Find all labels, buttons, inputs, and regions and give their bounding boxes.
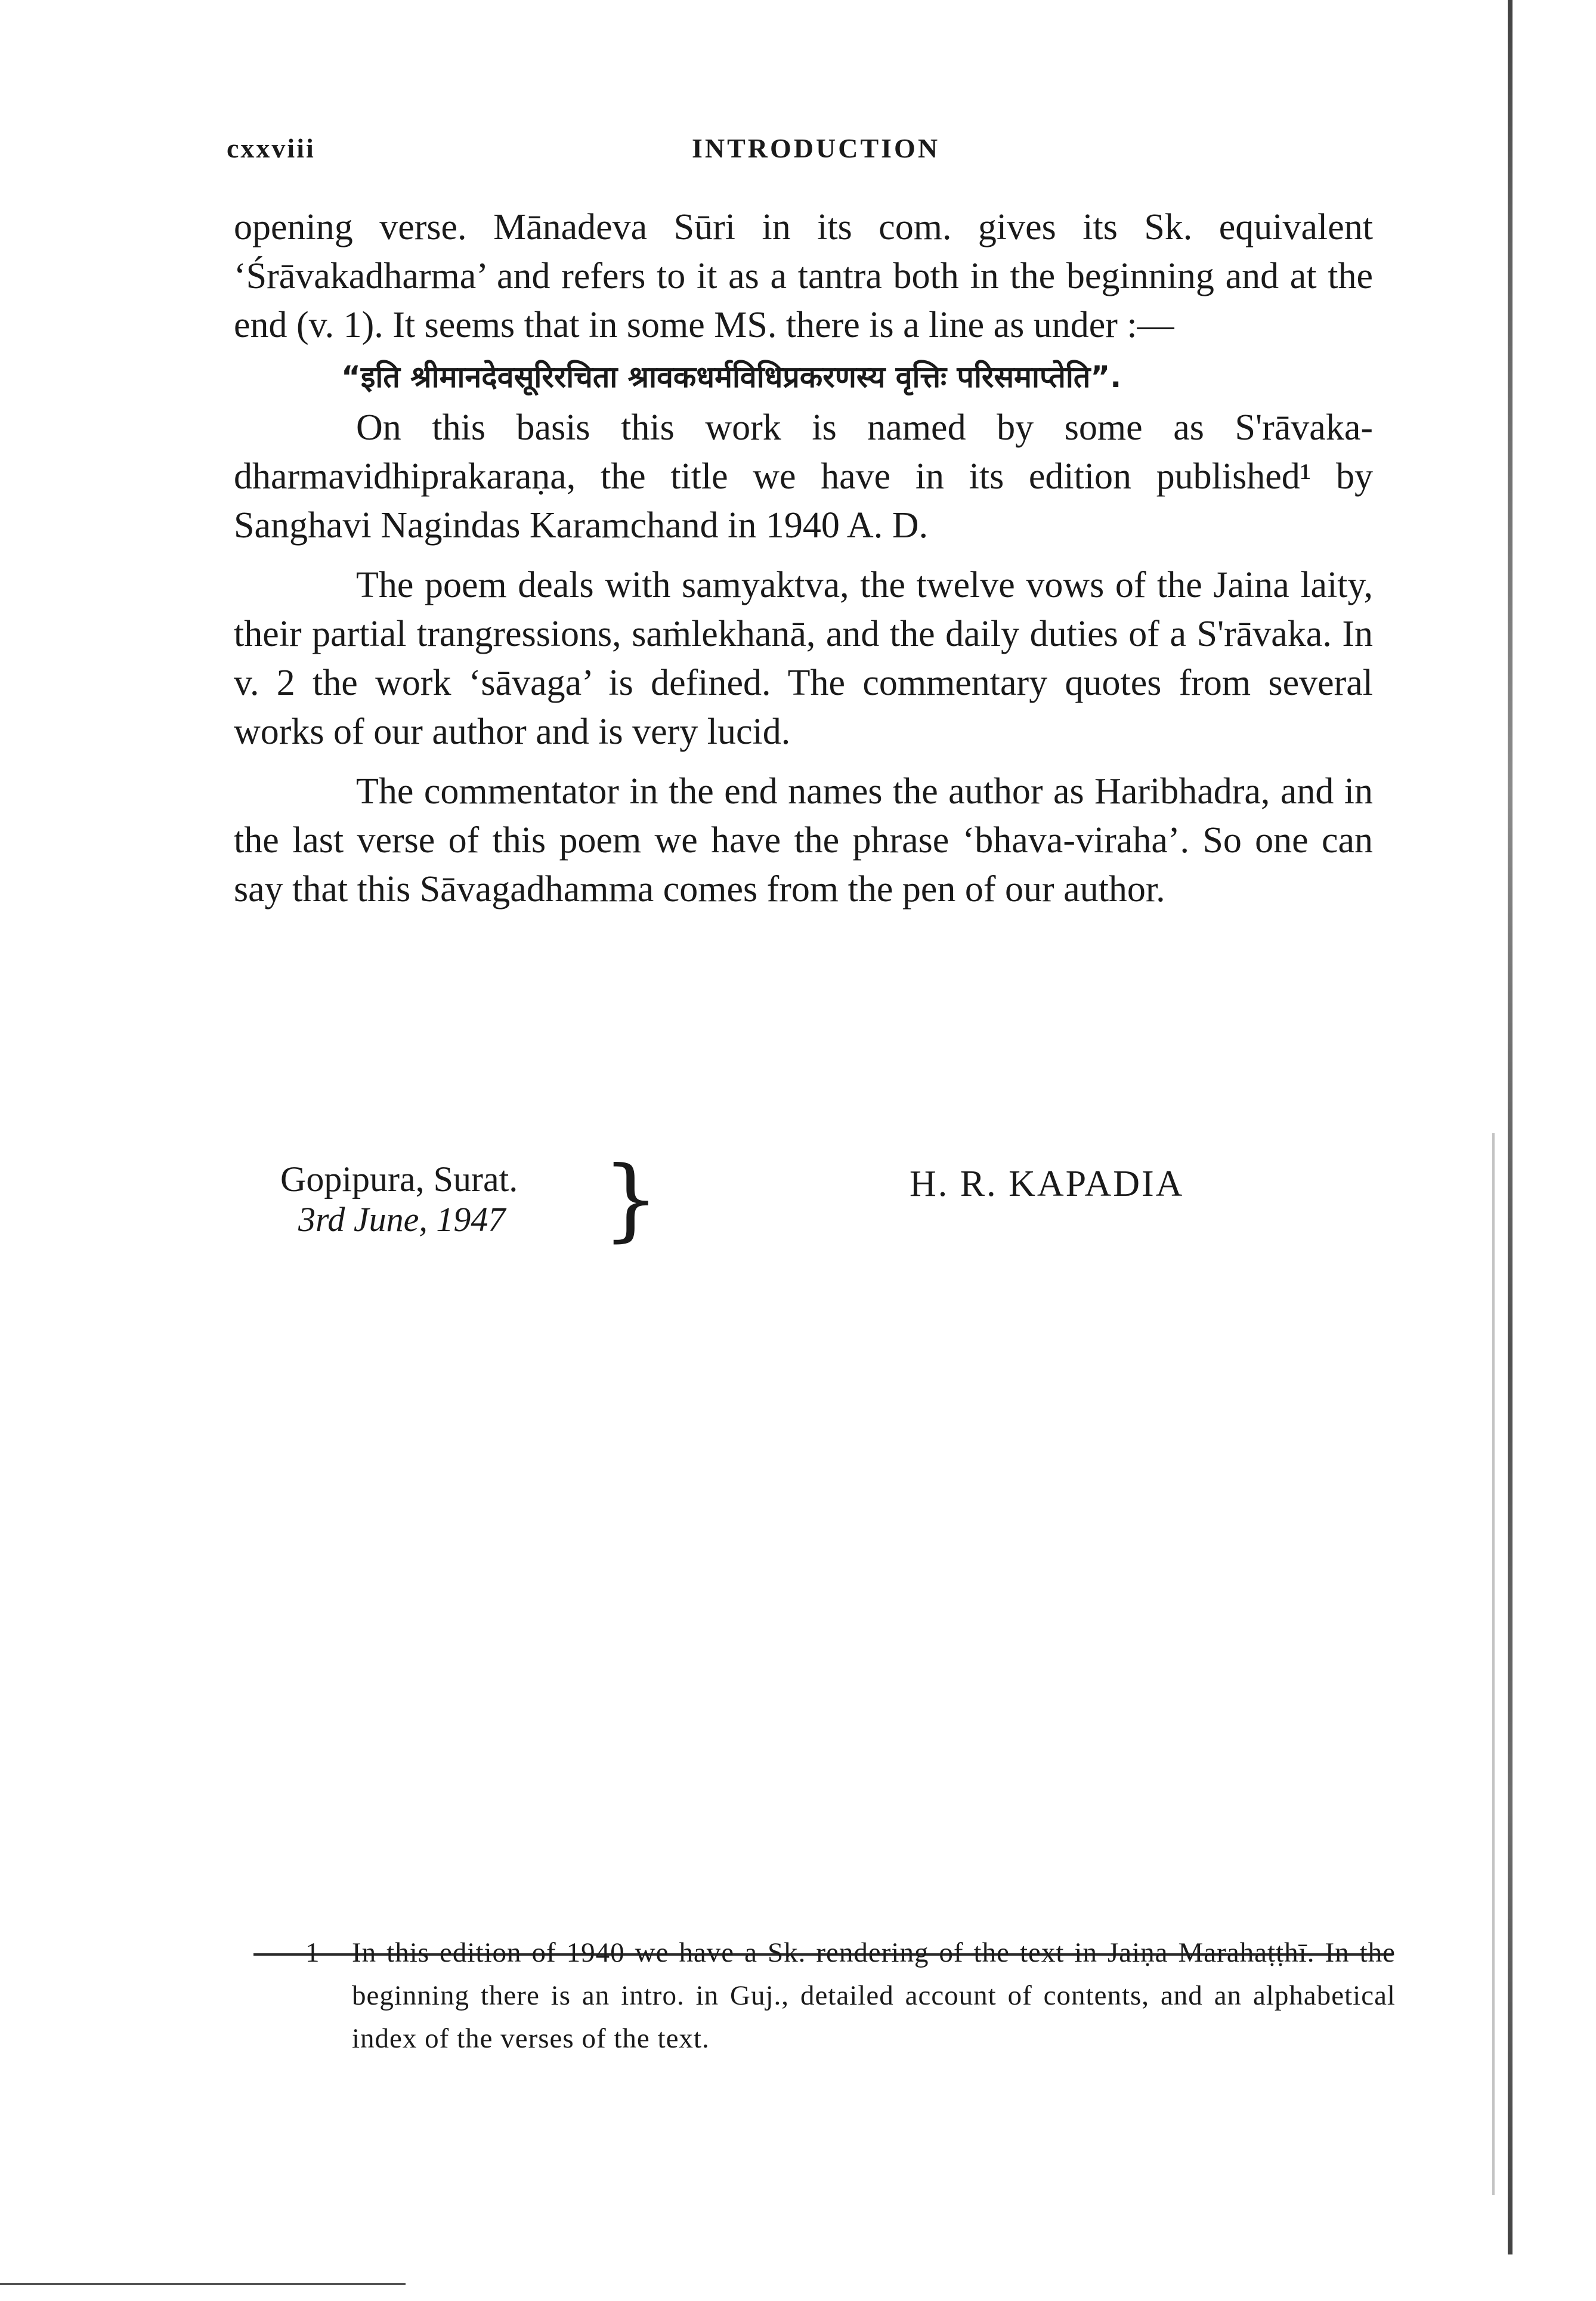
page-header [227, 132, 1378, 174]
paragraph-authorship: The commentator in the end names the author as Haribhadra, and in the last verse of this poem we have the phrase ‘bhava-viraha’. So one can say that this Sāvagadhamma comes from the pen of our author. [234, 771, 1373, 910]
signature-author: H. R. KAPADIA [910, 1164, 1184, 1204]
signature-place: Gopipura, Surat. [280, 1159, 518, 1199]
signature-block [280, 1148, 1378, 1266]
running-head: INTRODUCTION [692, 133, 941, 163]
footnote-mark: 1 [305, 1937, 320, 1968]
footnote [305, 1931, 1396, 2060]
scan-edge-line [1508, 0, 1513, 2254]
paragraph-opening: opening verse. Mānadeva Sūri in its com. gives its Sk. equivalent ‘Śrāvakadharma’ and refers to it as a tantra both in the beginning and at the end (v. 1). It seems that in some MS. there is a line as under :— [234, 207, 1373, 345]
paragraph-basis: On this basis this work is named by some as S'rāvaka-dharmavidhiprakaraṇa, the title we have in its edition published¹ by Sanghavi Nagindas Karamchand in 1940 A. D. [234, 407, 1373, 546]
footnote-text: In this edition of 1940 we have a Sk. rendering of the text in Jaiṇa Marahaṭṭhī. In the beginning there is an intro. in Guj., detailed account of contents, and an alphabetical index of the verses of the text. [352, 1937, 1396, 2054]
sanskrit-quotation: “इति श्रीमानदेवसूरिरचिता श्रावकधर्मविधिप्रकरणस्य वृत्तिः परिसमाप्तेति”. [341, 360, 1122, 394]
page-number: cxxviii [227, 133, 316, 163]
scan-bottom-line [0, 2283, 406, 2285]
curly-brace-icon: } [602, 1148, 660, 1251]
body-text [234, 203, 1373, 914]
scan-edge-shadow [1492, 1133, 1495, 2195]
paragraph-poem-contents: The poem deals with samyaktva, the twelve vows of the Jaina laity, their partial trangressions, saṁlekhanā, and the daily duties of a S'rāvaka. In v. 2 the work ‘sāvaga’ is defined. The commentary quotes from several works of our author and is very lucid. [234, 565, 1373, 752]
signature-date: 3rd June, 1947 [298, 1200, 506, 1239]
